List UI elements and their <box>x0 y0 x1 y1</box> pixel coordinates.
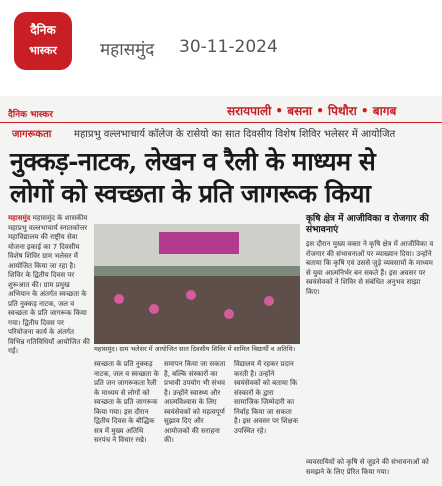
subheadline: महाप्रभु वल्लभाचार्य कॉलेज के रासेयो का सात दिवसीय विशेष शिविर भलेसर में आयोजित <box>74 129 396 140</box>
photo-figure <box>224 309 234 319</box>
logo-line-1: दैनिक <box>30 23 56 37</box>
logo-line-2: भास्कर <box>29 44 57 57</box>
photo-figure <box>186 290 196 300</box>
sidebar-title: कृषि क्षेत्र में आजीविका व रोजगार की संभावनाएं <box>306 214 429 235</box>
app-header <box>0 0 442 92</box>
photo-figure <box>114 294 124 304</box>
headline-line-1: नुक्कड़-नाटक, लेखन व रैली के माध्यम से <box>10 147 376 176</box>
kicker: जागरूकता <box>12 129 52 140</box>
article-column-4: विद्यालय में रहकर प्रदान करती है। उन्होंने स्वयंसेवकों को बताया कि संस्कारों के द्वारा सामाजिक जिम्मेदारी का निर्वाह किया जा सकता है। इस अवसर पर शिक्षक उपस्थित रहे। <box>234 360 299 435</box>
sidebar-footer: व्यवसायियों को कृषि से जुड़ने की संभावनाओं को समझने के लिए प्रेरित किया गया। <box>306 458 429 476</box>
article-column-1 <box>8 214 90 484</box>
photo-crowd <box>94 276 300 344</box>
dateline: महासमुंद <box>8 214 31 222</box>
dainik-bhaskar-logo[interactable] <box>14 12 72 70</box>
sidebar-text: इस दौरान मुख्य वक्ता ने कृषि क्षेत्र में आजीविका व रोजगार की संभावनाओं पर व्याख्यान दिया। उन्होंने बताया कि कृषि एवं उससे जुड़े व्यवसायों के माध्यम से युवा आत्मनिर्भर बन सकते हैं। इस अवसर पर स्वयंसेवकों ने शिविर से संबंधित अनुभव साझा किए। <box>306 240 434 296</box>
article-photo <box>94 224 300 344</box>
location-strip: सरायपाली • बसना • पिथौरा • बागब <box>227 104 397 118</box>
photo-caption: महासमुंद। ग्राम भलेसर में आयोजित सात दिवसीय शिविर में शामिल विद्यार्थी व अतिथि। <box>94 345 296 353</box>
date-label: 30-11-2024 <box>179 37 278 57</box>
photo-figure <box>264 296 274 306</box>
headline-line-2: लोगों को स्वच्छता के प्रति जागरूक किया <box>10 179 371 208</box>
article-column-3: समापन किया जा सकता है, बल्कि संस्कारों का प्रभावी उपयोग भी संभव है। उन्होंने स्वास्थ्य और आत्मविश्वास के लिए स्वयंसेवकों को महत्वपूर्ण सुझाव दिए और आयोजकों की सराहना की। <box>164 360 226 444</box>
mini-logo: दैनिक भास्कर <box>8 110 53 120</box>
column-1-text: महासमुंद के शासकीय महाप्रभु वल्लभाचार्य स्नातकोत्तर महाविद्यालय की राष्ट्रीय सेवा योजना इकाई का 7 दिवसीय विशेष शिविर ग्राम भलेसर में आयोजित किया जा रहा है। शिविर के द्वितीय दिवस पर शुरूआत की। ग्राम प्रमुख अभियान के अंतर्गत स्वच्छता के प्रति नुक्कड़ नाटक, जल व स्वच्छता के प्रति जागरूक किया गया। द्वितीय दिवस पर परियोजना कार्य के अंतर्गत विभिन्न गतिविधियाँ आयोजित की गईं। <box>8 214 90 355</box>
sidebar-box <box>306 214 436 484</box>
masthead <box>0 102 442 123</box>
article-column-2: स्वच्छता के प्रति नुक्कड़ नाटक, जल व स्वच्छता के प्रति जन जागरूकता रैली के माध्यम से लोगों को स्वच्छता के प्रति जागरूक किया गया। इस दौरान द्वितीय दिवस के बौद्धिक सत्र में मुख्य अतिथि सरपंच ने विचार रखे। <box>94 360 159 444</box>
photo-figure <box>149 304 159 314</box>
newspaper-clipping <box>0 96 442 486</box>
city-label: महासमुंद <box>100 40 155 60</box>
photo-banner <box>159 232 239 254</box>
kicker-row <box>0 126 442 142</box>
